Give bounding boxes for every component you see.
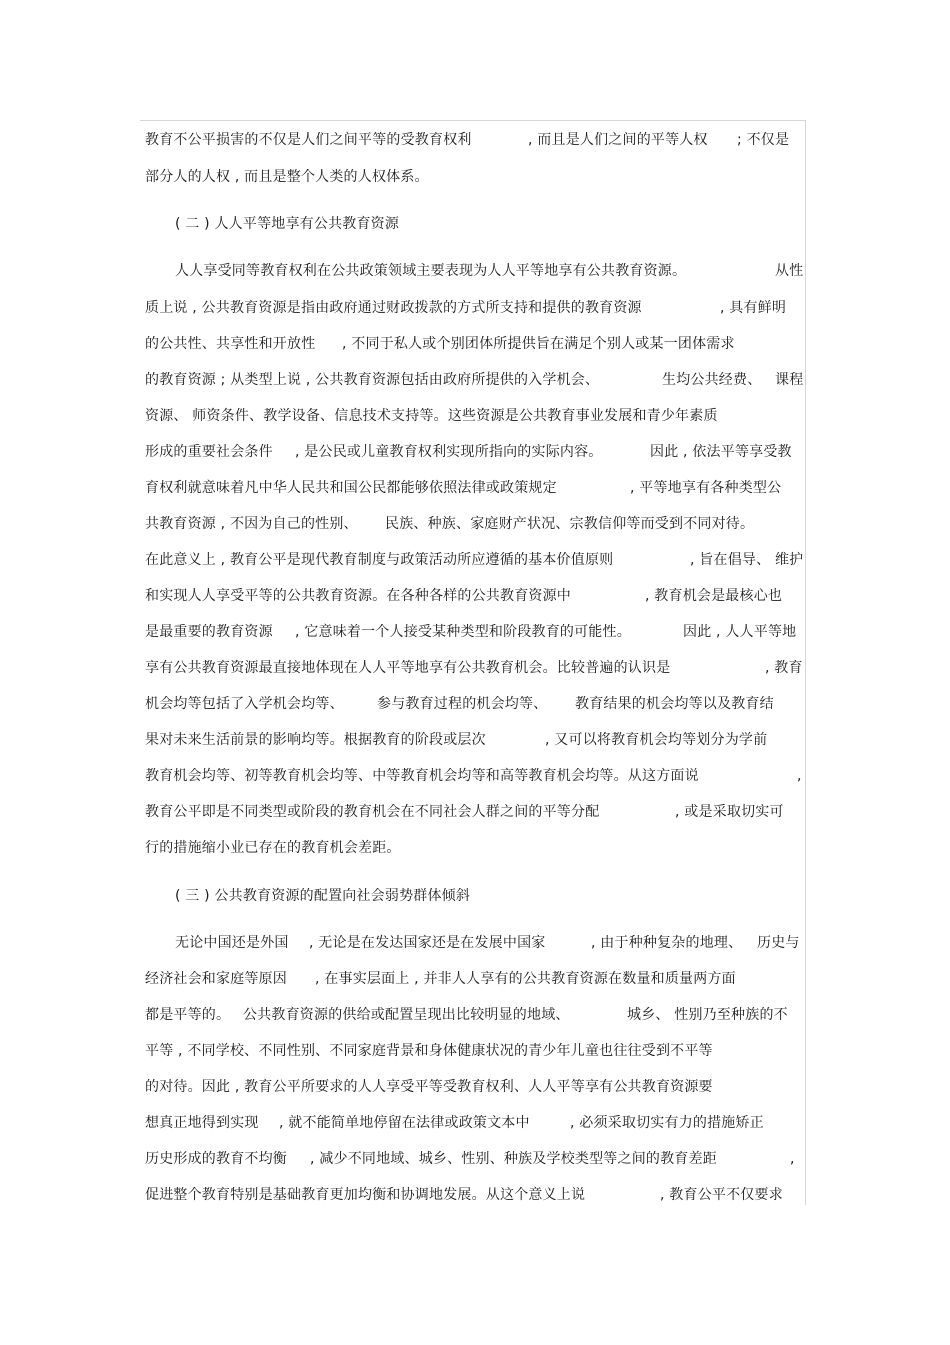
text-line <box>145 370 810 390</box>
text-segment: 从性 <box>775 263 804 279</box>
text-segment: , 具有鲜明 <box>720 300 787 316</box>
text-segment: , 它意味着一个人接受某种类型和阶段教育的可能性。 <box>295 624 631 640</box>
text-line <box>145 802 810 822</box>
text-segment: 城乡、 性别乃至种族的不 <box>627 1007 788 1023</box>
text-segment: 资源、 师资条件、教学设备、信息技术支持等。这些资源是公共教育事业发展和青少年素质 <box>145 408 718 424</box>
text-segment: 人人享受同等教育权利在公共政策领域主要表现为人人平等地享有公共教育资源。 <box>175 263 687 279</box>
text-segment: 课程 <box>775 372 804 388</box>
text-line <box>145 514 810 534</box>
text-segment: 行的措施缩小业已存在的教育机会差距。 <box>145 840 401 856</box>
section-heading <box>145 886 810 906</box>
text-segment: , <box>797 768 802 784</box>
text-line <box>145 478 810 498</box>
text-segment: 民族、种族、家庭财产状况、宗教信仰等而受到不同对待。 <box>385 516 755 532</box>
text-segment: , 或是采取切实可 <box>675 804 784 820</box>
text-segment: , <box>790 1151 795 1167</box>
text-segment: , 必须采取切实有力的措施矫正 <box>570 1115 764 1131</box>
text-line <box>145 694 810 714</box>
text-segment: 形成的重要社会条件 <box>145 444 273 460</box>
text-segment: 促进整个教育特别是基础教育更加均衡和协调地发展。从这个意义上说 <box>145 1187 586 1203</box>
text-line <box>145 969 810 989</box>
heading-text: ( 二 ) 人人平等地享有公共教育资源 <box>175 216 400 232</box>
text-segment: 的公共性、共享性和开放性 <box>145 336 316 352</box>
text-line <box>145 442 810 462</box>
text-segment: 机会均等包括了入学机会均等、 <box>145 696 344 712</box>
text-line <box>145 167 810 187</box>
text-segment: 因此 , 依法平等享受教 <box>650 444 792 460</box>
text-segment: 历史与 <box>757 935 800 951</box>
text-segment: 在此意义上 , 教育公平是现代教育制度与政策活动所应遵循的基本价值原则 <box>145 552 614 568</box>
text-line <box>145 586 810 606</box>
heading-text: ( 三 ) 公共教育资源的配置向社会弱势群体倾斜 <box>175 888 471 904</box>
text-segment: 质上说 , 公共教育资源是指由政府通过财政拨款的方式所支持和提供的教育资源 <box>145 300 642 316</box>
text-line <box>145 658 810 678</box>
text-segment: 的教育资源 ; 从类型上说 , 公共教育资源包括由政府所提供的入学机会、 <box>145 372 600 388</box>
text-segment: , 教育机会是最核心也 <box>645 588 783 604</box>
text-segment: 公共教育资源的供给或配置呈现出比较明显的地域、 <box>243 1007 570 1023</box>
text-line <box>145 1113 810 1133</box>
text-segment: 因此 , 人人平等地 <box>683 624 797 640</box>
text-line <box>145 1077 810 1097</box>
text-line <box>145 550 810 570</box>
text-segment: , 教育公平不仅要求 <box>660 1187 783 1203</box>
text-line <box>145 1149 810 1169</box>
text-segment: 和实现人人享受平等的公共教育资源。在各种各样的公共教育资源中 <box>145 588 571 604</box>
text-segment: 教育结果的机会均等以及教育结 <box>575 696 774 712</box>
text-segment: , 又可以将教育机会均等划分为学前 <box>545 732 768 748</box>
text-line <box>145 261 810 281</box>
text-segment: 教育不公平损害的不仅是人们之间平等的受教育权利 <box>145 132 472 148</box>
text-segment: , 教育 <box>765 660 803 676</box>
text-segment: 经济社会和家庭等原因 <box>145 971 287 987</box>
text-segment: , 减少不同地域、城乡、性别、种族及学校类型等之间的教育差距 <box>310 1151 717 1167</box>
text-line <box>145 298 810 318</box>
text-line <box>145 1005 810 1025</box>
text-line <box>145 622 810 642</box>
text-segment: 平等 , 不同学校、不同性别、不同家庭背景和身体健康状况的青少年儿童也往往受到不平等 <box>145 1043 713 1059</box>
text-segment: 育权利就意味着凡中华人民共和国公民都能够依照法律或政策规定 <box>145 480 557 496</box>
text-segment: 的对待。因此 , 教育公平所要求的人人享受平等受教育权利、人人平等享有公共教育资源要 <box>145 1079 713 1095</box>
text-segment: , 平等地享有各种类型公 <box>630 480 782 496</box>
text-segment: 是最重要的教育资源 <box>145 624 273 640</box>
text-segment: 教育机会均等、初等教育机会均等、中等教育机会均等和高等教育机会均等。从这方面说 <box>145 768 699 784</box>
text-segment: 部分人的人权 , 而且是整个人类的人权体系。 <box>145 169 429 185</box>
text-segment: , 由于种种复杂的地理、 <box>591 935 743 951</box>
text-segment: 教育公平即是不同类型或阶段的教育机会在不同社会人群之间的平等分配 <box>145 804 600 820</box>
text-line <box>145 1041 810 1061</box>
text-segment: , 无论是在发达国家还是在发展中国家 <box>309 935 546 951</box>
text-segment: 共教育资源 , 不因为自己的性别、 <box>145 516 358 532</box>
text-segment: , 在事实层面上 , 并非人人享有的公共教育资源在数量和质量两方面 <box>315 971 736 987</box>
text-line <box>145 730 810 750</box>
text-line <box>145 766 810 786</box>
text-line <box>145 334 810 354</box>
text-segment: , 就不能简单地停留在法律或政策文本中 <box>279 1115 530 1131</box>
text-segment: , 是公民或儿童教育权利实现所指向的实际内容。 <box>295 444 603 460</box>
text-line <box>145 933 810 953</box>
text-line <box>145 130 810 150</box>
text-segment: ; 不仅是 <box>737 132 790 148</box>
text-line <box>145 838 810 858</box>
text-segment: , 不同于私人或个别团体所提供旨在满足个别人或某一团体需求 <box>342 336 735 352</box>
text-segment: 参与教育过程的机会均等、 <box>377 696 548 712</box>
text-segment: , 旨在倡导、 维护 <box>690 552 804 568</box>
text-segment: 想真正地得到实现 <box>145 1115 259 1131</box>
text-line <box>145 1185 810 1205</box>
text-segment: 享有公共教育资源最直接地体现在人人平等地享有公共教育机会。比较普遍的认识是 <box>145 660 671 676</box>
text-segment: , 而且是人们之间的平等人权 <box>528 132 708 148</box>
text-segment: 果对未来生活前景的影响均等。根据教育的阶段或层次 <box>145 732 486 748</box>
text-segment: 历史形成的教育不均衡 <box>145 1151 287 1167</box>
section-heading <box>145 214 810 234</box>
text-segment: 都是平等的。 <box>145 1007 231 1023</box>
text-line <box>145 406 810 426</box>
text-segment: 无论中国还是外国 <box>175 935 289 951</box>
text-segment: 生均公共经费、 <box>662 372 762 388</box>
